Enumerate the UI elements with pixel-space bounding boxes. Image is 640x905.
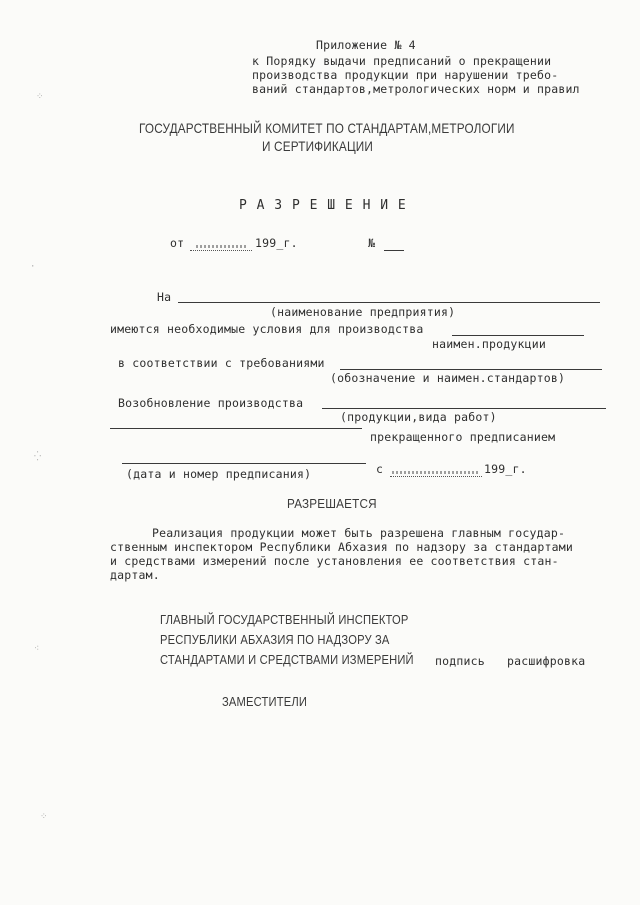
body-line-2: ственным инспектором Республики Абхазия по надзору за стандартами xyxy=(110,540,574,554)
works-caption: (продукции,вида работ) xyxy=(340,410,497,424)
standards-line xyxy=(340,369,602,370)
date-blank xyxy=(190,250,252,251)
stopped-line xyxy=(110,428,362,429)
appendix-line-2: производства продукции при нарушении требо- xyxy=(252,68,559,82)
from-year: 199_г. xyxy=(484,462,527,476)
enterprise-caption: (наименование предприятия) xyxy=(270,305,456,319)
from-date-fill xyxy=(392,471,478,474)
number-label: № xyxy=(368,236,376,250)
product-line xyxy=(452,335,584,336)
number-blank xyxy=(384,250,404,251)
body-line-3: и средствами измерений после установления ее соответствия стан- xyxy=(110,554,559,568)
conditions-text: имеются необходимые условия для производства xyxy=(110,322,424,336)
body-line-4: дартам. xyxy=(110,568,160,582)
stopped-text: прекращенного предписанием xyxy=(370,430,556,444)
appendix-line-1: к Порядку выдачи предписаний о прекращении xyxy=(252,54,552,68)
date-from-label: от xyxy=(170,236,185,250)
appendix-title: Приложение № 4 xyxy=(316,38,416,52)
product-caption: наимен.продукции xyxy=(432,337,546,351)
inspector-line-2: РЕСПУБЛИКИ АБХАЗИЯ ПО НАДЗОРУ ЗА xyxy=(160,632,390,647)
prescription-caption: (дата и номер предписания) xyxy=(126,467,312,481)
committee-line-2: И СЕРТИФИКАЦИИ xyxy=(262,138,374,154)
committee-line-1: ГОСУДАРСТВЕННЫЙ КОМИТЕТ ПО СТАНДАРТАМ,МЕТРОЛОГИИ xyxy=(139,120,515,136)
standards-caption: (обозначение и наимен.стандартов) xyxy=(330,371,566,385)
date-year: 199_г. xyxy=(255,236,298,250)
from-label: с xyxy=(376,462,384,476)
inspector-line-3: СТАНДАРТАМИ И СРЕДСТВАМИ ИЗМЕРЕНИЙ xyxy=(160,652,414,667)
works-line xyxy=(322,408,606,409)
body-line-1: Реализация продукции может быть разрешена главным государ- xyxy=(152,526,566,540)
prescription-line xyxy=(122,463,366,464)
document-title: Р А З Р Е Ш Е Н И Е xyxy=(239,198,407,213)
scan-speck: ⁛ xyxy=(34,452,42,462)
date-fill xyxy=(196,245,248,248)
from-date-blank xyxy=(390,476,482,477)
decode-label: расшифровка xyxy=(507,654,586,668)
scan-speck: · xyxy=(30,262,36,272)
inspector-line-1: ГЛАВНЫЙ ГОСУДАРСТВЕННЫЙ ИНСПЕКТОР xyxy=(160,612,409,627)
on-label: На xyxy=(157,290,172,304)
scan-speck: ⁘ xyxy=(40,812,48,822)
signature-label: подпись xyxy=(435,654,485,668)
deputies-heading: ЗАМЕСТИТЕЛИ xyxy=(222,694,308,709)
appendix-line-3: ваний стандартов,метрологических норм и правил xyxy=(252,82,580,96)
scan-speck: ⁖ xyxy=(34,644,40,654)
resume-label: Возобновление производства xyxy=(118,396,304,410)
accordance-text: в соответствии с требованиями xyxy=(118,356,325,370)
scan-speck: ⁘ xyxy=(36,92,44,102)
permit-heading: РАЗРЕШАЕТСЯ xyxy=(287,496,377,511)
enterprise-line xyxy=(178,302,600,303)
